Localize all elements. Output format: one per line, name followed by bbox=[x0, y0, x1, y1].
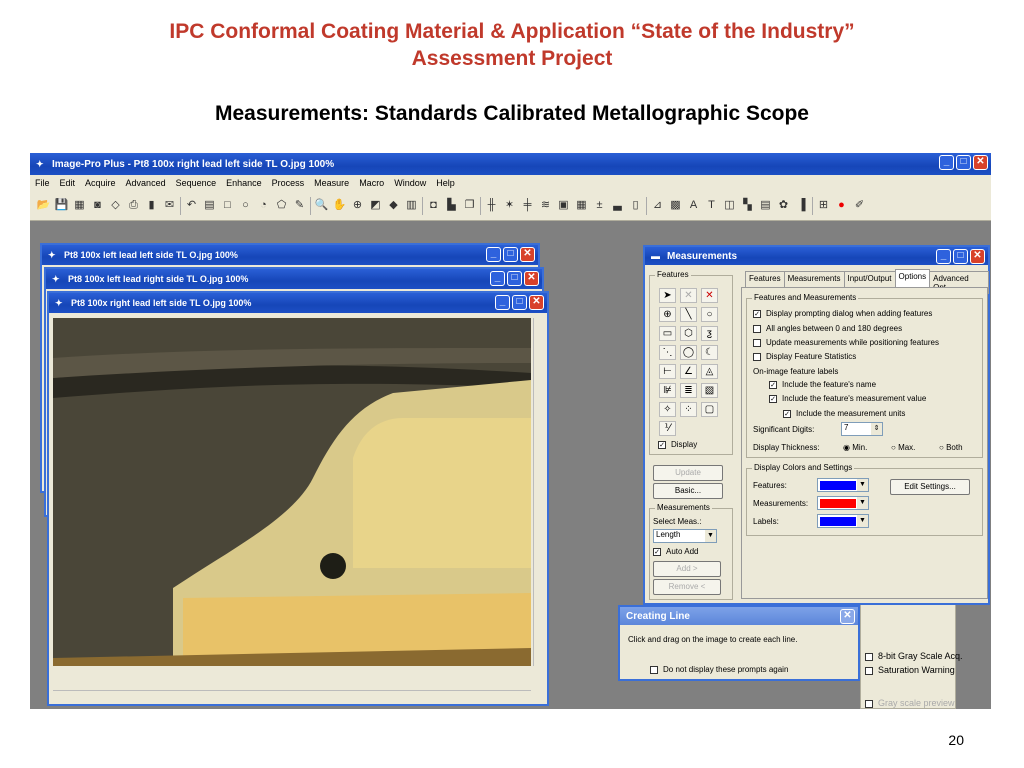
lbl3-label: Include the measurement units bbox=[796, 409, 906, 418]
maximize-button[interactable]: □ bbox=[507, 271, 522, 286]
chart-icon[interactable]: ▙ bbox=[447, 199, 456, 211]
histogram-icon[interactable]: ▥ bbox=[406, 199, 417, 211]
angle2-icon[interactable]: ∠ bbox=[680, 364, 697, 379]
horizontal-scrollbar[interactable] bbox=[53, 690, 531, 704]
filter-icon[interactable]: ◘ bbox=[430, 199, 437, 211]
opt2-checkbox[interactable] bbox=[753, 325, 761, 333]
features-group bbox=[649, 270, 733, 455]
zoom-area-icon[interactable]: ⊕ bbox=[352, 199, 363, 211]
close-button[interactable]: ✕ bbox=[529, 295, 544, 310]
meas-group bbox=[649, 503, 733, 600]
stripe-icon[interactable]: ≋ bbox=[540, 199, 551, 211]
display-label: Display bbox=[671, 440, 698, 449]
maximize-button[interactable]: □ bbox=[512, 295, 527, 310]
window-title: Pt8 100x left lead left side TL O.jpg 100% bbox=[64, 250, 238, 260]
features-measurements-group bbox=[746, 293, 983, 458]
group1-title: Features and Measurements bbox=[754, 293, 857, 302]
dialog-title: Measurements bbox=[667, 250, 738, 262]
close-button[interactable]: ✕ bbox=[840, 609, 855, 624]
labels-heading: On-image feature labels bbox=[753, 367, 839, 376]
gray-preview-label: Gray scale preview bbox=[878, 698, 955, 708]
dialog-icon: ▬ bbox=[651, 250, 660, 261]
mdi-workspace bbox=[30, 221, 991, 709]
manual-measurements-icon[interactable]: ⊿ bbox=[652, 199, 663, 211]
chevron-down-icon: ▼ bbox=[705, 530, 716, 542]
copy-icon[interactable]: ❐ bbox=[464, 199, 475, 211]
save-icon[interactable]: 💾 bbox=[54, 199, 69, 211]
x-gray-icon[interactable]: ✕ bbox=[680, 288, 697, 303]
separator bbox=[812, 197, 813, 215]
slide-title bbox=[0, 18, 1024, 72]
delete-icon[interactable]: ✕ bbox=[701, 288, 718, 303]
bar-icon[interactable]: ▃ bbox=[613, 199, 622, 211]
select-meas-value: Length bbox=[656, 530, 681, 539]
ellipse-icon[interactable]: ○ bbox=[242, 199, 249, 211]
gray-preview-checkbox[interactable] bbox=[865, 700, 873, 708]
app-title: Image-Pro Plus - Pt8 100x right lead left side TL O.jpg 100% bbox=[52, 158, 335, 170]
aoi-icon[interactable]: A bbox=[689, 199, 698, 211]
spinner-icon[interactable]: ⇕ bbox=[871, 423, 882, 435]
acquire-panel bbox=[860, 601, 963, 709]
options-panel bbox=[741, 287, 988, 599]
pencil-icon[interactable]: ✎ bbox=[294, 199, 305, 211]
lbl1-checkbox[interactable]: ✓ bbox=[770, 381, 776, 389]
window-title: Pt8 100x right lead left side TL O.jpg 100% bbox=[71, 298, 252, 308]
auto-add-checkbox[interactable]: ✓ bbox=[654, 548, 660, 556]
col-measurements-label: Measurements: bbox=[753, 499, 809, 508]
remove-button[interactable]: Remove < bbox=[653, 579, 721, 595]
script-icon[interactable]: ✐ bbox=[854, 199, 865, 211]
close-button[interactable]: ✕ bbox=[524, 271, 539, 286]
irregular-icon[interactable]: ◔ bbox=[260, 199, 267, 211]
zoom-icon[interactable]: 🔍 bbox=[314, 199, 329, 211]
opt3-checkbox[interactable] bbox=[753, 339, 761, 347]
display-checkbox[interactable]: ✓ bbox=[659, 441, 665, 449]
gray8-checkbox[interactable] bbox=[865, 653, 873, 661]
radio-min[interactable]: ◉ bbox=[843, 443, 853, 452]
basic-button[interactable]: Basic... bbox=[653, 483, 723, 499]
circle-icon[interactable]: ○ bbox=[701, 307, 718, 322]
camera-icon[interactable]: ◙ bbox=[94, 199, 101, 211]
features-color-dropdown[interactable] bbox=[817, 478, 869, 492]
polygon-icon[interactable]: ⬡ bbox=[680, 326, 697, 341]
plus-minus-icon[interactable]: ± bbox=[596, 199, 603, 211]
points-icon[interactable]: ⁘ bbox=[680, 402, 697, 417]
opt3-label: Update measurements while positioning features bbox=[766, 338, 939, 347]
add-button[interactable]: Add > bbox=[653, 561, 721, 577]
thick-max-label: Max. bbox=[898, 443, 916, 452]
separator bbox=[180, 197, 181, 215]
dont-display-checkbox[interactable] bbox=[650, 666, 658, 674]
pointer-icon[interactable]: ➤ bbox=[659, 288, 676, 303]
report-icon[interactable]: ▤ bbox=[760, 199, 771, 211]
minimize-button[interactable]: _ bbox=[936, 249, 951, 264]
tab-advanced-opt-[interactable]: Advanced bbox=[929, 271, 989, 294]
close-button[interactable]: ✕ bbox=[520, 247, 535, 262]
tab-measurements[interactable]: Measurements bbox=[784, 271, 845, 294]
close-button[interactable]: ✕ bbox=[970, 249, 985, 264]
menu-item-file[interactable]: File bbox=[35, 178, 50, 188]
maximize-button[interactable]: □ bbox=[956, 155, 971, 170]
tab-options[interactable]: Options bbox=[895, 269, 931, 292]
col-features-label: Features: bbox=[753, 481, 787, 490]
menu-item-process[interactable]: Process bbox=[271, 178, 305, 188]
hand-icon[interactable]: ✋ bbox=[332, 199, 347, 211]
open-icon[interactable]: 📂 bbox=[36, 199, 51, 211]
measurements-swatch bbox=[820, 499, 856, 508]
separator bbox=[422, 197, 423, 215]
sig-digits-label: Significant Digits: bbox=[753, 425, 815, 434]
shape-icon[interactable]: ◇ bbox=[111, 199, 120, 211]
menu-item-sequence[interactable]: Sequence bbox=[175, 178, 217, 188]
saturation-label: Saturation Warning bbox=[878, 665, 955, 675]
features-group-title: Features bbox=[657, 270, 689, 279]
thickness-label: Display Thickness: bbox=[753, 443, 820, 452]
opt1-checkbox[interactable]: ✓ bbox=[754, 310, 760, 318]
arc-icon[interactable]: ☾ bbox=[701, 345, 718, 360]
saturation-checkbox[interactable] bbox=[865, 667, 873, 675]
minimize-button[interactable]: _ bbox=[495, 295, 510, 310]
angle-icon[interactable]: ⋱ bbox=[659, 345, 676, 360]
title-line-1: IPC Conformal Coating Material & Application “State of the Industry” bbox=[169, 20, 855, 43]
menu-item-enhance[interactable]: Enhance bbox=[226, 178, 262, 188]
rect-icon[interactable]: ▭ bbox=[659, 326, 676, 341]
print-icon[interactable]: ⎙ bbox=[129, 199, 138, 211]
menu-bar bbox=[30, 175, 991, 191]
menu-item-edit[interactable]: Edit bbox=[59, 178, 76, 188]
page-number: 20 bbox=[948, 732, 964, 748]
title-line-2: Assessment Project bbox=[411, 47, 613, 70]
menu-item-window[interactable]: Window bbox=[394, 178, 427, 188]
measurements-dialog[interactable] bbox=[643, 245, 990, 605]
stack-icon[interactable]: ≣ bbox=[680, 383, 697, 398]
record-icon[interactable]: ● bbox=[838, 199, 845, 211]
opt4-label: Display Feature Statistics bbox=[766, 352, 857, 361]
new-aoi-icon[interactable]: ▤ bbox=[204, 199, 215, 211]
window-icon: ✦ bbox=[55, 297, 63, 308]
update-button[interactable]: Update bbox=[653, 465, 723, 481]
features-swatch bbox=[820, 481, 856, 490]
mail-icon[interactable]: ✉ bbox=[164, 199, 175, 211]
film-icon[interactable]: ▩ bbox=[670, 199, 681, 211]
close-button[interactable]: ✕ bbox=[973, 155, 988, 170]
object-icon[interactable]: ✿ bbox=[778, 199, 789, 211]
chevron-down-icon: ▼ bbox=[857, 479, 868, 491]
circle2-icon[interactable]: ◯ bbox=[680, 345, 697, 360]
macro-icon[interactable]: ⊞ bbox=[818, 199, 829, 211]
feature-tools bbox=[659, 288, 723, 436]
lbl2-checkbox[interactable]: ✓ bbox=[770, 395, 776, 403]
dim-icon[interactable]: ▯ bbox=[632, 199, 639, 211]
minimize-button[interactable]: _ bbox=[939, 155, 954, 170]
minimize-button[interactable]: _ bbox=[490, 271, 505, 286]
lbl1-label: Include the feature's name bbox=[782, 380, 877, 389]
graph-icon[interactable]: ▚ bbox=[743, 199, 752, 211]
menu-item-acquire[interactable]: Acquire bbox=[85, 178, 116, 188]
caliper-icon[interactable]: ⊢ bbox=[659, 364, 676, 379]
image-window-3[interactable] bbox=[47, 291, 549, 706]
frame-icon[interactable]: ▢ bbox=[701, 402, 718, 417]
opt4-checkbox[interactable] bbox=[753, 353, 761, 361]
area-icon[interactable]: ▧ bbox=[701, 383, 718, 398]
app-titlebar[interactable] bbox=[30, 153, 991, 175]
tab-input-output[interactable]: Input/Output bbox=[844, 271, 896, 294]
color-icon[interactable]: ◩ bbox=[370, 199, 381, 211]
slide-subtitle: Measurements: Standards Calibrated Metallographic Scope bbox=[215, 102, 809, 125]
app-icon: ✦ bbox=[36, 158, 44, 169]
chevron-down-icon: ▼ bbox=[857, 515, 868, 527]
menu-item-help[interactable]: Help bbox=[436, 178, 455, 188]
separator bbox=[310, 197, 311, 215]
profile-icon[interactable]: ⊯ bbox=[659, 383, 676, 398]
screenshot bbox=[30, 153, 991, 709]
separator bbox=[480, 197, 481, 215]
book-icon[interactable]: ▮ bbox=[148, 199, 155, 211]
lbl3-checkbox[interactable]: ✓ bbox=[784, 410, 790, 418]
thick-min-label: Min. bbox=[852, 443, 868, 452]
maximize-button[interactable]: □ bbox=[503, 247, 518, 262]
menu-item-advanced[interactable]: Advanced bbox=[125, 178, 166, 188]
select-meas-label: Select Meas.: bbox=[653, 517, 702, 526]
thick-both-label: Both bbox=[946, 443, 963, 452]
maximize-button[interactable]: □ bbox=[953, 249, 968, 264]
window-icon: ✦ bbox=[52, 273, 60, 284]
count-icon[interactable]: ✶ bbox=[504, 199, 515, 211]
menu-item-measure[interactable]: Measure bbox=[314, 178, 350, 188]
sig-digits-spinner[interactable] bbox=[841, 422, 883, 436]
text-icon[interactable]: T bbox=[708, 199, 715, 211]
radio-max[interactable]: ○ bbox=[891, 443, 899, 452]
col-labels-label: Labels: bbox=[753, 517, 779, 526]
gray8-label: 8-bit Gray Scale Acq. bbox=[878, 651, 963, 661]
menu-item-macro[interactable]: Macro bbox=[359, 178, 385, 188]
creating-line-message: Click and drag on the image to create each line. bbox=[628, 635, 798, 644]
rectangle-icon[interactable]: □ bbox=[224, 199, 231, 211]
edit-settings-button[interactable]: Edit Settings... bbox=[890, 479, 970, 495]
select-meas-dropdown[interactable] bbox=[653, 529, 717, 543]
point-icon[interactable]: ⊕ bbox=[659, 307, 676, 322]
minimize-button[interactable]: _ bbox=[486, 247, 501, 262]
sig-digits-value: 7 bbox=[844, 423, 849, 432]
display-colors-group bbox=[746, 463, 983, 536]
opt2-label: All angles between 0 and 180 degrees bbox=[766, 324, 903, 333]
meas-group-title: Measurements bbox=[657, 503, 710, 512]
vertical-scrollbar[interactable] bbox=[533, 318, 547, 666]
photo-icon[interactable]: ◫ bbox=[724, 199, 735, 211]
trace-icon[interactable]: ƺ bbox=[701, 326, 718, 341]
creating-line-title: Creating Line bbox=[626, 610, 690, 622]
panel-icon[interactable]: ▐ bbox=[797, 199, 806, 211]
wand-icon[interactable]: ✧ bbox=[659, 402, 676, 417]
chevron-down-icon: ▼ bbox=[857, 497, 868, 509]
lbl2-label: Include the feature's measurement value bbox=[782, 394, 927, 403]
creating-line-dialog[interactable] bbox=[618, 605, 860, 681]
measurements-color-dropdown[interactable] bbox=[817, 496, 869, 510]
labels-color-dropdown[interactable] bbox=[817, 514, 869, 528]
group2-title: Display Colors and Settings bbox=[754, 463, 853, 472]
dont-display-label: Do not display these prompts again bbox=[663, 665, 789, 674]
grid-plus-icon[interactable]: ▣ bbox=[558, 199, 569, 211]
radio-both[interactable]: ○ bbox=[939, 443, 947, 452]
opt1-label: Display prompting dialog when adding features bbox=[766, 309, 933, 318]
line-icon[interactable]: ╲ bbox=[680, 307, 697, 322]
palette-icon[interactable]: ◆ bbox=[389, 199, 398, 211]
caliper-icon[interactable]: ╪ bbox=[523, 199, 532, 211]
window-title: Pt8 100x left lead right side TL O.jpg 100% bbox=[68, 274, 249, 284]
bucket-icon[interactable]: ◬ bbox=[701, 364, 718, 379]
polygon-icon[interactable]: ⬠ bbox=[276, 199, 287, 211]
calibrate-icon[interactable]: ⅟ bbox=[659, 421, 676, 436]
line-profile-icon[interactable]: ╫ bbox=[487, 199, 496, 211]
micrograph-image[interactable] bbox=[53, 318, 531, 666]
separator bbox=[646, 197, 647, 215]
window-icon: ✦ bbox=[48, 249, 56, 260]
labels-swatch bbox=[820, 517, 856, 526]
undo-icon[interactable]: ↶ bbox=[186, 199, 197, 211]
micrograph-svg bbox=[53, 318, 531, 666]
toolbar bbox=[30, 191, 991, 221]
table-icon[interactable]: ▦ bbox=[576, 199, 587, 211]
tab-features[interactable]: Features bbox=[745, 271, 785, 294]
auto-add-label: Auto Add bbox=[666, 547, 699, 556]
grid-icon[interactable]: ▦ bbox=[74, 199, 85, 211]
